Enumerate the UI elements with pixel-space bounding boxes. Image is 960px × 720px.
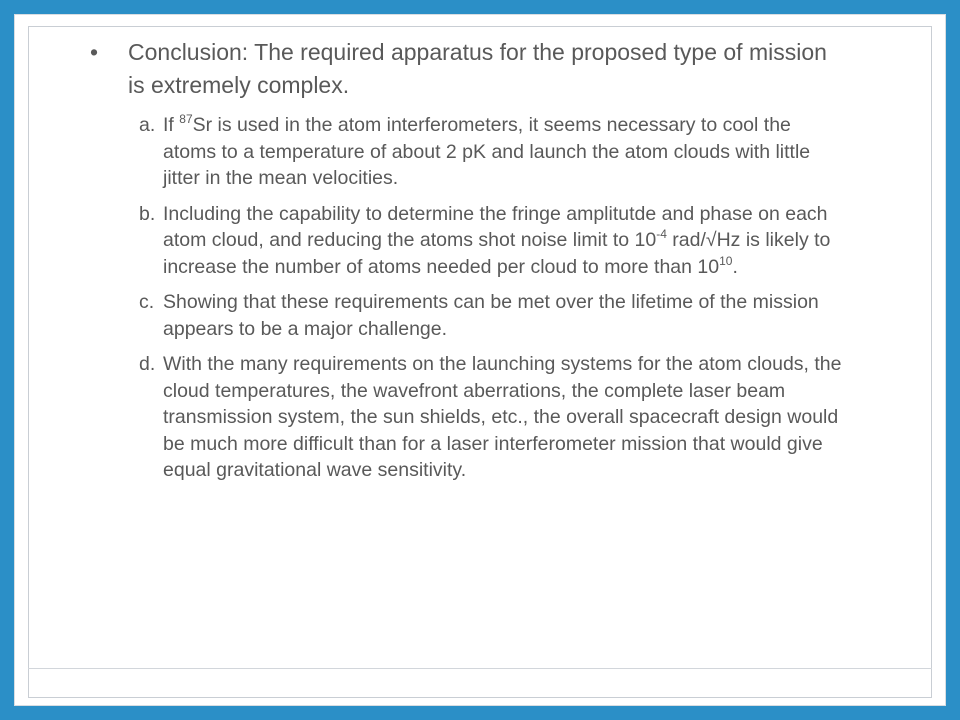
conclusion-text: Conclusion: The required apparatus for the proposed type of mission is extremely complex. [128,39,827,98]
sub-point-text: . [732,255,738,278]
sub-point-text: Showing that these requirements can be met over the lifetime of the mission appears to be a major challenge. [163,291,819,340]
exponent-superscript: 10 [719,253,733,268]
sub-point-b [86,201,846,281]
sub-point-text: With the many requirements on the launching systems for the atom clouds, the cloud temperatures, the wavefront aberrations, the complete laser beam transmission system, the sun shields, etc., the overall spacecraft design would be much more difficult than for a laser interferometer mission that would give equal gravitational wave sensitivity. [163,353,842,481]
exponent-superscript: -4 [656,227,667,241]
sub-point-list [86,112,846,484]
list-marker: d. [139,353,156,375]
list-marker: b. [139,202,156,225]
list-marker: c. [139,291,155,313]
sub-point-d [86,351,846,484]
sub-point-text: Including the capability to determine the fringe amplitutde and phase on each atom cloud, and reducing the atoms shot noise limit to 10 [163,202,828,251]
sub-point-text: If [163,114,180,136]
sub-point-c [86,289,846,342]
conclusion-bullet [86,36,846,102]
list-marker: a. [139,114,156,136]
sub-point-a [86,112,846,192]
sub-point-text: rad/√Hz is likely to increase the number of atoms needed per cloud to more than 10 [163,229,831,278]
footer-divider [28,668,932,669]
slide-content [86,36,846,493]
sub-point-text: Sr is used in the atom interferometers, it seems necessary to cool the atoms to a temperature of about 2 pK and launch the atom clouds with little jitter in the mean velocities. [163,114,811,189]
isotope-superscript: 87 [179,112,193,126]
bullet-icon: • [90,39,99,65]
